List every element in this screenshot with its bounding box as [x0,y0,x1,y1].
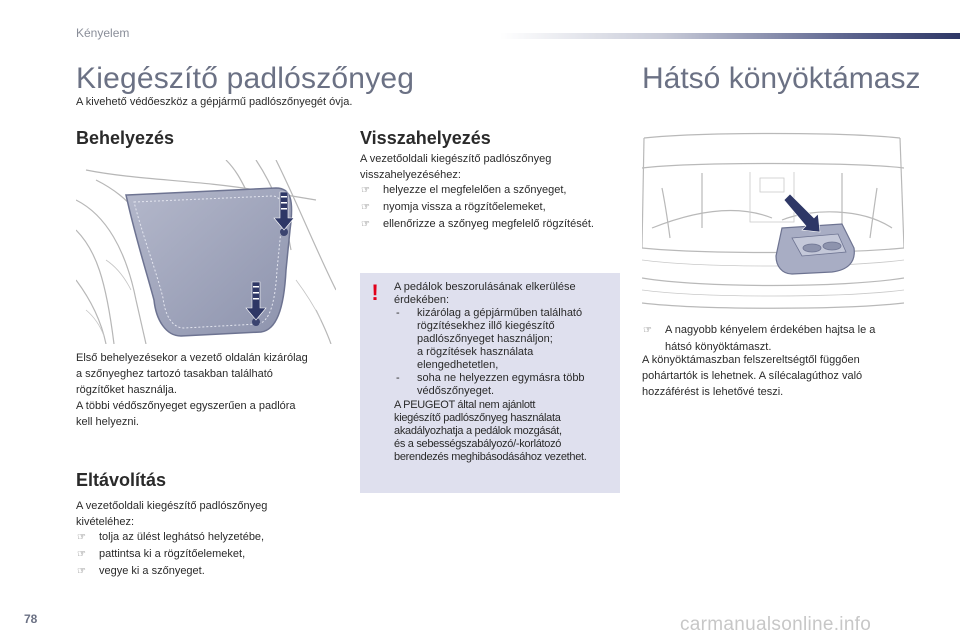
install-line: A többi védőszőnyeget egyszerűen a padlóra [76,400,296,412]
page-subtitle: A kivehető védőeszköz a gépjármű padlószőnyegét óvja. [76,96,353,108]
remove-steps [76,529,356,580]
refit-steps [360,182,635,233]
list-item: ☞ pattintsa ki a rögzítőelemeket, [76,546,356,563]
armrest-line: pohártartók is lehetnek. A sílécalagúthoz való [642,370,863,382]
heading-refit: Visszahelyezés [360,128,491,148]
remove-intro [76,498,356,530]
warning-text: A pedálok beszorulásának elkerülése érdekében: - kizárólag a gépjárműben található rögzítésekhez illő kiegészítő padlószőnyeget használjon; a rögzítések használata elengedhetetlen, - soha ne helyezzen egymásra több védőszőnyeget. A PEUGEOT által nem ajánlott kiegészítő padlószőnyeg használata akadályozhatja a pedálok mozgását, és a sebességszabályozó/-korlátozó berendezés meghibásodásához vezethet. [394,281,614,464]
page-number: 78 [24,612,38,626]
list-item: ☞ ellenőrizze a szőnyeg megfelelő rögzítését. [360,216,635,233]
pointing-hand-icon: ☞ [77,566,86,577]
pointing-hand-icon: ☞ [77,532,86,543]
heading-remove: Eltávolítás [76,470,167,490]
page-title-floor-mat: Kiegészítő padlószőnyeg [76,62,415,95]
refit-intro-line: A vezetőoldali kiegészítő padlószőnyeg [360,153,552,165]
watermark: carmanualsonline.info [680,614,872,635]
install-instructions [76,350,356,430]
list-item: ☞ A nagyobb kényelem érdekében hajtsa le a hátsó könyöktámaszt. [643,324,876,353]
warning-dash-item: - soha ne helyezzen egymásra több védőszőnyeget. [396,372,585,397]
pointing-hand-icon: ☞ [643,325,652,336]
list-item: ☞ helyezze el megfelelően a szőnyeget, [360,182,635,199]
pointing-hand-icon: ☞ [361,185,370,196]
floor-mat-illustration [76,160,336,344]
armrest-steps [642,322,922,356]
armrest-line: hozzáférést is lehetővé teszi. [642,386,784,398]
page-title-armrest: Hátsó könyöktámasz [642,62,921,95]
armrest-illustration [642,128,904,312]
section-label: Kényelem [76,26,130,40]
refit-intro-line: visszahelyezéséhez: [360,169,461,181]
list-item: ☞ nyomja vissza a rögzítőelemeket, [360,199,635,216]
armrest-line: A könyöktámaszban felszereltségtől függően [642,354,860,366]
warning-dash-item: - kizárólag a gépjárműben található rögzítésekhez illő kiegészítő padlószőnyeget használjon; a rögzítések használata elengedhetetlen, [396,307,583,371]
header-gradient-bar [500,33,960,39]
install-line: Első behelyezésekor a vezető oldalán kizárólag [76,352,308,364]
list-item: ☞ tolja az ülést leghátsó helyzetébe, [76,529,356,546]
list-item: ☞ vegye ki a szőnyeget. [76,563,356,580]
refit-intro [360,151,630,183]
install-line: kell helyezni. [76,416,139,428]
warning-note: A PEUGEOT által nem ajánlott kiegészítő padlószőnyeg használata akadályozhatja a pedálok mozgását, és a sebességszabályozó/-korlátozó berendezés meghibásodásához vezethet. [394,399,587,463]
pointing-hand-icon: ☞ [77,549,86,560]
install-line: a szőnyeghez tartozó tasakban található [76,368,273,380]
remove-intro-line: A vezetőoldali kiegészítő padlószőnyeg [76,500,268,512]
pointing-hand-icon: ☞ [361,202,370,213]
armrest-description [642,352,922,400]
pointing-hand-icon: ☞ [361,219,370,230]
warning-exclamation-icon: ! [371,280,379,305]
install-line: rögzítőket használja. [76,384,177,396]
heading-install: Behelyezés [76,128,175,148]
remove-intro-line: kivételéhez: [76,516,135,528]
